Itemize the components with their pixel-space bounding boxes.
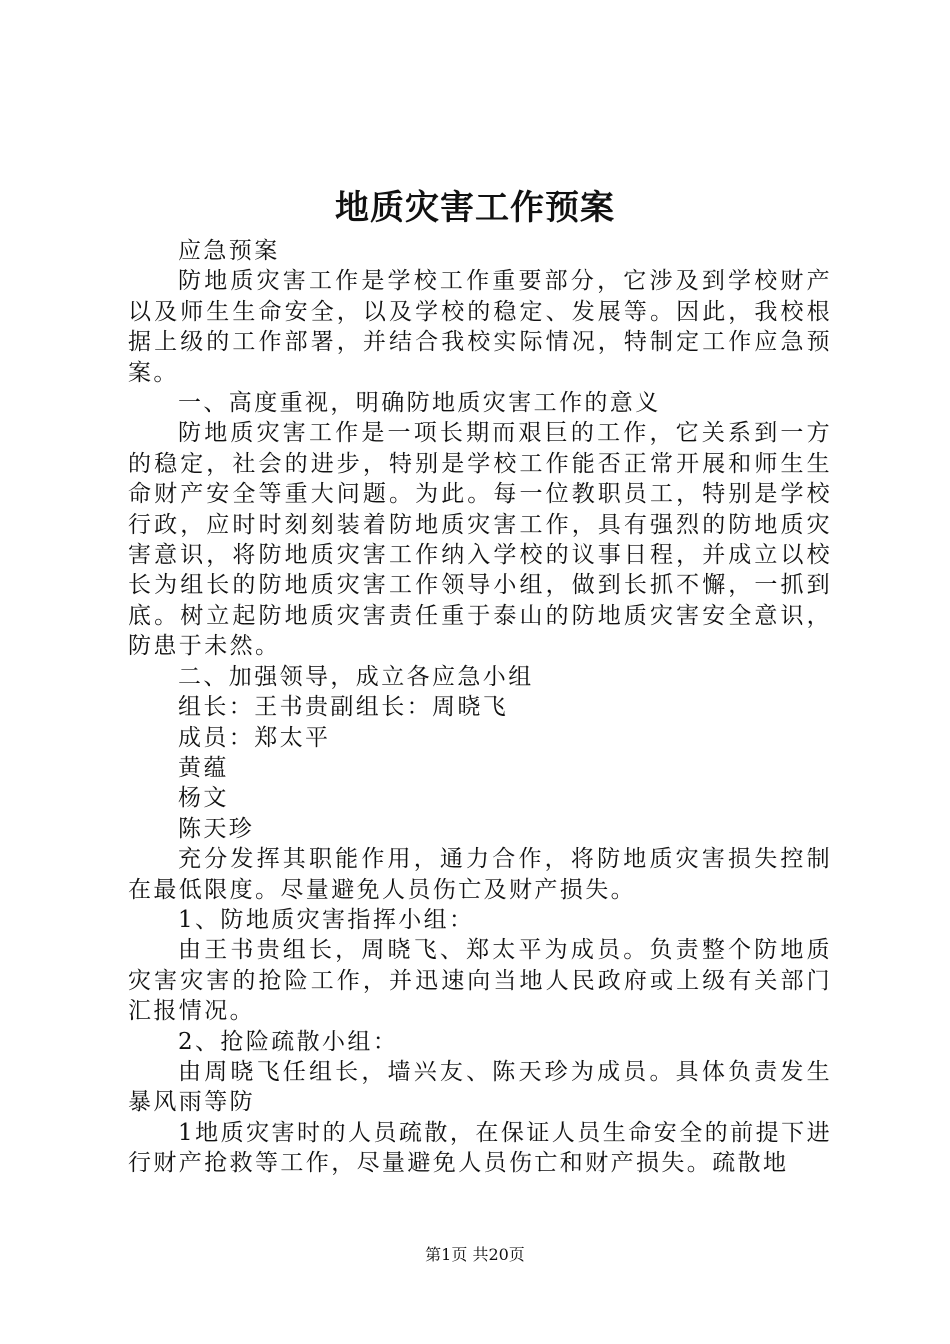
section-heading: 一、高度重视，明确防地质灾害工作的意义 — [178, 390, 661, 417]
paragraph: 防地质灾害工作是学校工作重要部分，它涉及到学校财产以及师生生命安全，以及学校的稳定、发展等。因此，我校根据上级的工作部署，并结合我校实际情况，特制定工作应急预案。 — [128, 268, 832, 386]
member-line: 陈天珍 — [178, 815, 255, 842]
member-line: 杨文 — [178, 785, 229, 812]
member-line: 组长：王书贵副组长：周晓飞 — [178, 694, 509, 721]
paragraph: 由王书贵组长，周晓飞、郑太平为成员。负责整个防地质灾害灾害的抢险工作，并迅速向当地人民政府或上级有关部门汇报情况。 — [128, 937, 832, 1025]
paragraph: 充分发挥其职能作用，通力合作，将防地质灾害损失控制在最低限度。尽量避免人员伤亡及财产损失。 — [128, 846, 832, 903]
document-title: 地质灾害工作预案 — [335, 188, 615, 228]
page-footer: 第1页 共20页 — [425, 1245, 525, 1264]
document-body — [128, 236, 832, 1179]
subsection-heading: 1、防地质灾害指挥小组： — [178, 906, 475, 933]
section-heading: 二、加强领导，成立各应急小组 — [178, 663, 534, 690]
paragraph: 应急预案 — [178, 238, 280, 264]
subsection-heading: 2、抢险疏散小组： — [178, 1028, 399, 1055]
paragraph: 防地质灾害工作是一项长期而艰巨的工作，它关系到一方的稳定，社会的进步，特别是学校工作能否正常开展和师生生命财产安全等重大问题。为此。每一位教职员工，特别是学校行政，应时时刻刻装着防地质灾害工作，具有强烈的防地质灾害意识，将防地质灾害工作纳入学校的议事日程，并成立以校长为组长的防地质灾害工作领导小组，做到长抓不懈，一抓到底。树立起防地质灾害责任重于泰山的防地质灾害安全意识，防患于未然。 — [128, 420, 832, 660]
paragraph: 由周晓飞任组长，墙兴友、陈天珍为成员。具体负责发生暴风雨等防 — [128, 1058, 832, 1116]
member-line: 黄蕴 — [178, 754, 229, 781]
member-line: 成员：郑太平 — [178, 724, 331, 751]
paragraph: 1地质灾害时的人员疏散，在保证人员生命安全的前提下进行财产抢救等工作，尽量避免人员伤亡和财产损失。疏散地 — [128, 1119, 832, 1177]
